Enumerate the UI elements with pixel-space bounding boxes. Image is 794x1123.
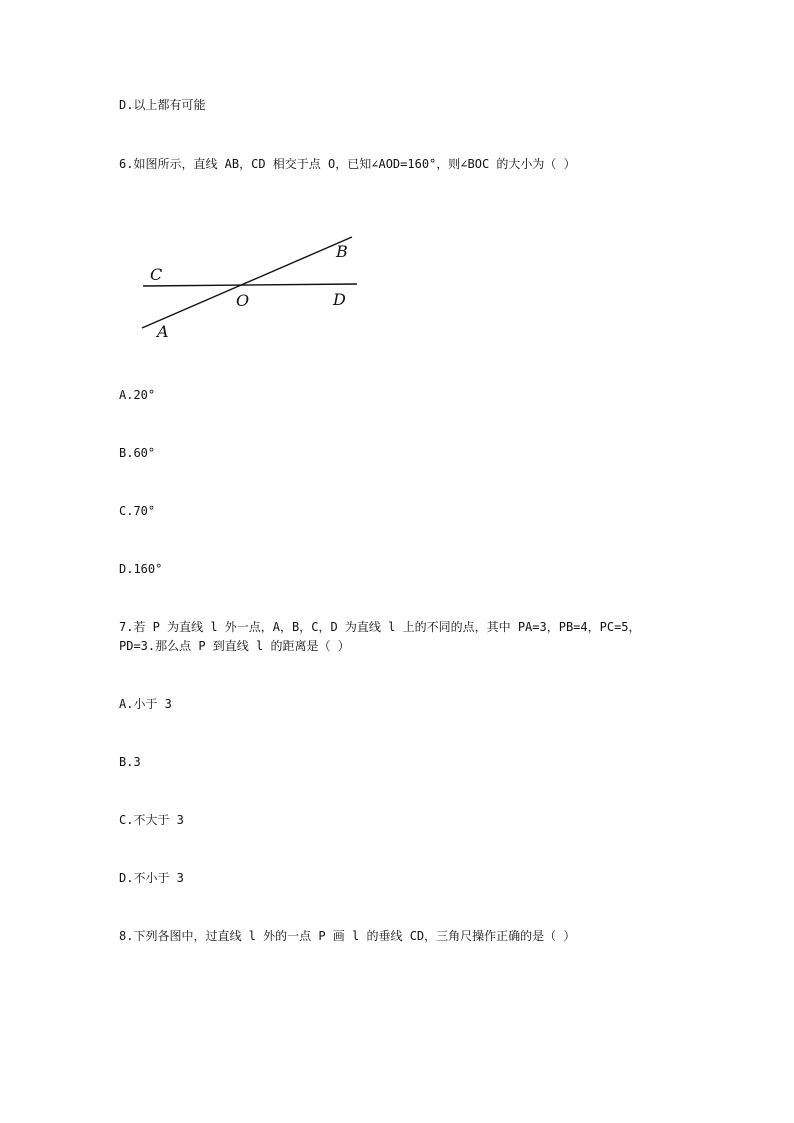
q8-stem: 8.下列各图中，过直线 l 外的一点 P 画 l 的垂线 CD，三角尺操作正确的是（ ） xyxy=(119,929,576,943)
label-c: C xyxy=(150,265,163,284)
q7-option-d: D.不小于 3 xyxy=(119,871,184,885)
q6-option-d: D.160° xyxy=(119,562,163,576)
q6-option-c: C.70° xyxy=(119,504,156,518)
label-b: B xyxy=(336,242,348,261)
q5-option-d: D.以上都有可能 xyxy=(119,98,206,112)
label-a: A xyxy=(157,322,169,341)
q6-option-b: B.60° xyxy=(119,446,156,460)
line-ab xyxy=(142,237,352,328)
q7-option-c: C.不大于 3 xyxy=(119,813,184,827)
q6-stem: 6.如图所示，直线 AB，CD 相交于点 O，已知∠AOD=160°，则∠BOC 的大小为（ ） xyxy=(119,157,576,171)
q6-intersecting-lines-figure xyxy=(130,225,370,350)
q7-stem-line2: PD=3.那么点 P 到直线 l 的距离是（ ） xyxy=(119,639,350,653)
q7-option-a: A.小于 3 xyxy=(119,697,172,711)
label-d: D xyxy=(333,290,346,309)
q7-option-b: B.3 xyxy=(119,755,141,769)
q6-option-a: A.20° xyxy=(119,388,156,402)
label-o: O xyxy=(236,291,250,310)
q7-stem-line1: 7.若 P 为直线 l 外一点，A，B，C，D 为直线 l 上的不同的点，其中 PA=3，PB=4，PC=5， xyxy=(119,620,641,634)
line-cd xyxy=(143,284,357,286)
